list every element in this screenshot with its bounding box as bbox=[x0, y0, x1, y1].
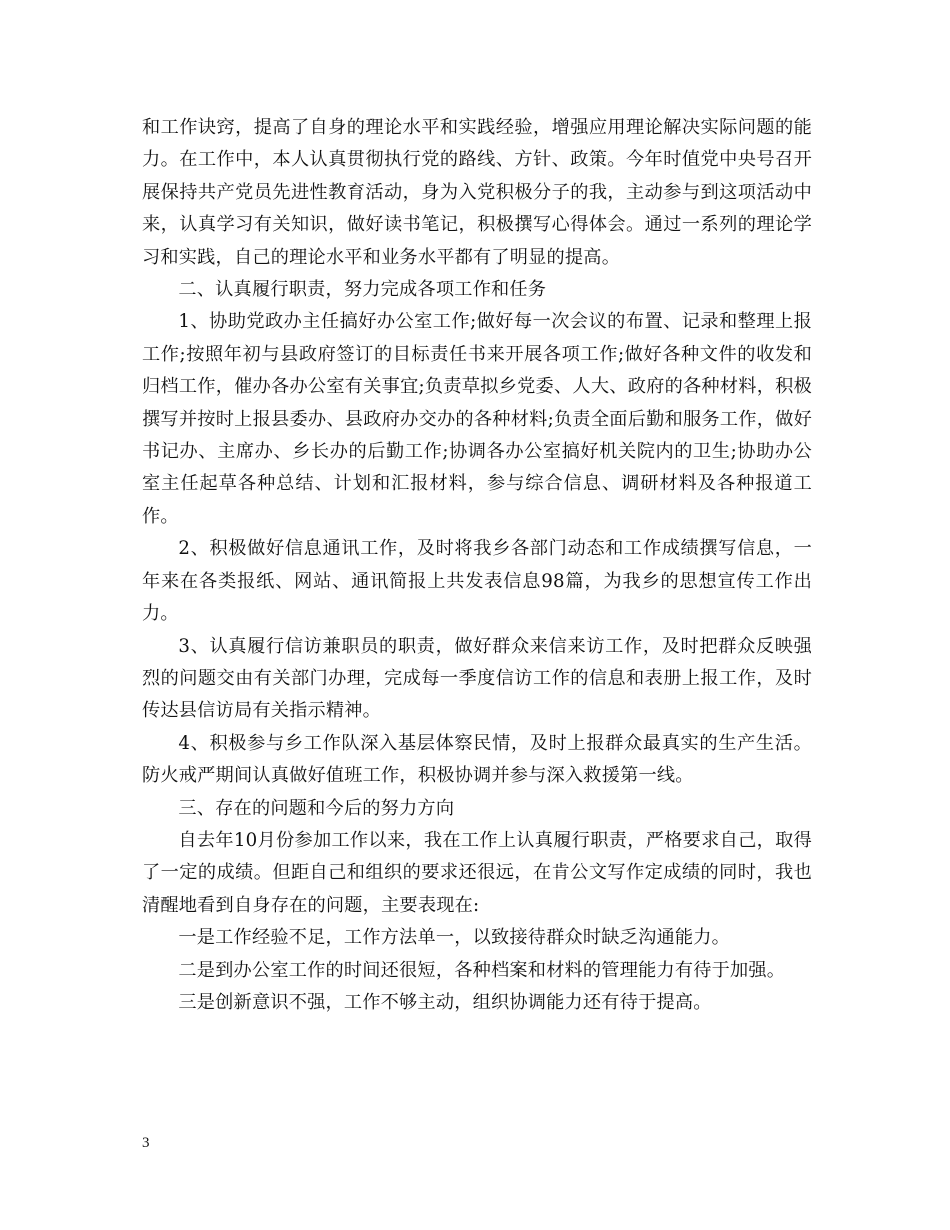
paragraph-problem-1: 一是工作经验不足，工作方法单一，以致接待群众时缺乏沟通能力。 bbox=[178, 927, 731, 949]
paragraph-problem-2: 二是到办公室工作的时间还很短，各种档案和材料的管理能力有待于加强。 bbox=[178, 959, 786, 981]
section-heading-problems: 三、存在的问题和今后的努力方向 bbox=[178, 797, 455, 819]
paragraph-item-1: 1、协助党政办主任搞好办公室工作;做好每一次会议的布置、记录和整理上报工作;按照年初与县政府签订的目标责任书来开展各项工作;做好各种文件的收发和归档工作，催办各办公室有关事宜;负责草拟乡党委、人大、政府的各种材料，积极撰写并按时上报县委办、县政府办交办的各种材料;负责全面后勤和服务工作，做好书记办、主席办、乡长办的后勤工作;协调各办公室搞好机关院内的卫生;协助办公室主任起草各种总结、计划和汇报材料，参与综合信息、调研材料及各种报道工作。 bbox=[142, 311, 812, 527]
document-body bbox=[142, 112, 812, 1019]
paragraph-problems-intro: 自去年10月份参加工作以来，我在工作上认真履行职责，严格要求自己，取得了一定的成绩。但距自己和组织的要求还很远，在肯公文写作定成绩的同时，我也清醒地看到自身存在的问题，主要表现在: bbox=[142, 829, 812, 916]
section-heading-duties: 二、认真履行职责，努力完成各项工作和任务 bbox=[178, 279, 547, 301]
paragraph-item-3: 3、认真履行信访兼职员的职责，做好群众来信来访工作，及时把群众反映强烈的问题交由有关部门办理，完成每一季度信访工作的信息和表册上报工作，及时传达县信访局有关指示精神。 bbox=[142, 635, 812, 722]
paragraph-item-2: 2、积极做好信息通讯工作，及时将我乡各部门动态和工作成绩撰写信息，一年来在各类报纸、网站、通讯简报上共发表信息98篇，为我乡的思想宣传工作出力。 bbox=[142, 538, 812, 625]
paragraph-continuation: 和工作诀窍，提高了自身的理论水平和实践经验，增强应用理论解决实际问题的能力。在工作中，本人认真贯彻执行党的路线、方针、政策。今年时值党中央号召开展保持共产党员先进性教育活动，身为入党积极分子的我，主动参与到这项活动中来，认真学习有关知识，做好读书笔记，积极撰写心得体会。通过一系列的理论学习和实践，自己的理论水平和业务水平都有了明显的提高。 bbox=[142, 117, 812, 268]
paragraph-item-4: 4、积极参与乡工作队深入基层体察民情，及时上报群众最真实的生产生活。防火戒严期间认真做好值班工作，积极协调并参与深入救援第一线。 bbox=[142, 732, 812, 787]
page-number: 3 bbox=[142, 1135, 150, 1151]
paragraph-problem-3: 三是创新意识不强，工作不够主动，组织协调能力还有待于提高。 bbox=[178, 991, 712, 1013]
